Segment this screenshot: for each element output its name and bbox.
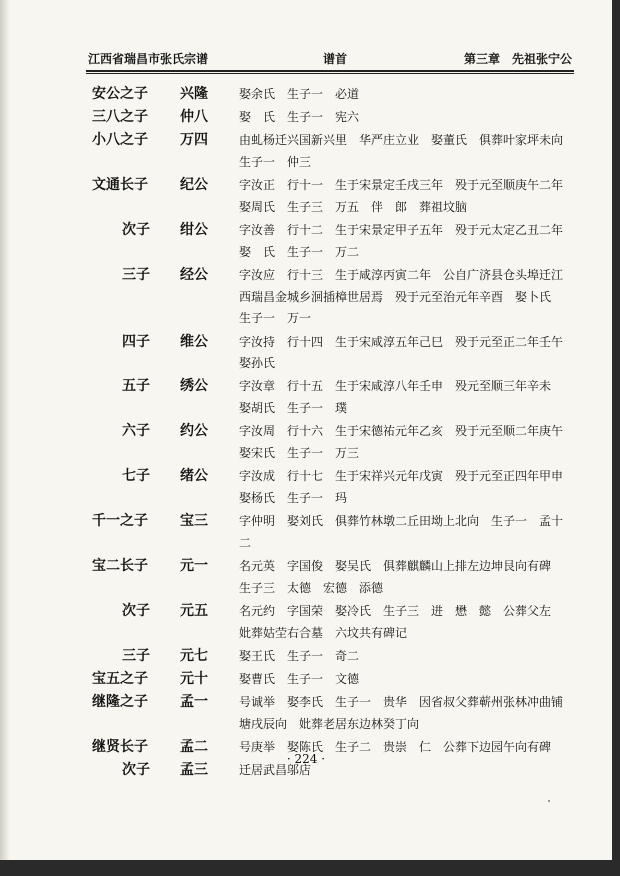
entry-relation: 六子 [122, 423, 150, 440]
entry-relation: 小八之子 [92, 132, 148, 149]
entry-relation: 文通长子 [92, 177, 148, 194]
entry-relation: 次子 [122, 761, 150, 778]
entry-relation: 三八之子 [92, 109, 148, 126]
entry-relation: 五子 [122, 378, 150, 395]
entry-line: 号庚举 娶陈氏 生子二 贵崇 仁 公葬下边园午向有碑 [239, 739, 552, 754]
entry-text [239, 220, 581, 264]
entry-row [0, 107, 612, 129]
entry-line: 二 [239, 535, 252, 550]
entry-line: 娶宋氏 生子一 万三 [239, 446, 360, 461]
entry-text [239, 556, 581, 600]
entry-name: 元五 [180, 602, 208, 619]
entry-line: 字汝善 行十二 生于宋景定甲子五年 殁于元太定乙丑二年 [239, 222, 564, 237]
entry-line: 娶王氏 生子一 奇二 [239, 648, 360, 663]
entry-relation: 次子 [122, 221, 150, 238]
entry-text [239, 130, 581, 174]
entry-line: 娶杨氏 生子一 玛 [239, 491, 348, 506]
entry-text [239, 692, 581, 736]
entry-row [0, 175, 612, 219]
entry-text [239, 601, 581, 645]
entry-row [0, 332, 612, 376]
entry-line: 字汝章 行十五 生于宋咸淳八年壬申 殁元至顺三年辛未 [239, 379, 552, 394]
entry-relation: 安公之子 [92, 86, 148, 102]
entry-row [0, 646, 612, 668]
header-rule-thick [86, 70, 574, 72]
entry-relation: 次子 [122, 602, 150, 619]
entry-name: 万四 [180, 132, 208, 149]
entry-line: 娶周氏 生子三 万五 伴 郎 葬祖坟脑 [239, 199, 468, 214]
header-book-title: 江西省瑞昌市张氏宗谱 [88, 52, 209, 66]
entry-name: 孟三 [180, 761, 208, 778]
entry-relation: 继隆之子 [92, 693, 148, 710]
speck [548, 800, 550, 802]
entry-relation: 宝五之子 [92, 670, 148, 687]
entry-name: 约公 [180, 423, 208, 440]
entry-line: 生子一 万一 [239, 311, 312, 326]
entry-line: 迁居武昌邬店 [239, 762, 312, 777]
entry-row [0, 84, 612, 106]
entry-text [239, 265, 581, 330]
entry-relation: 三子 [122, 647, 150, 664]
entry-relation: 宝二长子 [92, 558, 148, 574]
entry-line: 娶胡氏 生子一 璞 [239, 401, 348, 416]
entry-text [239, 511, 581, 555]
entry-name: 宝三 [180, 513, 208, 530]
header-chapter: 第三章 先祖张宁公 [463, 52, 572, 66]
entry-text [239, 175, 581, 219]
entry-name: 孟一 [180, 693, 208, 710]
entry-name: 兴隆 [180, 86, 208, 102]
entry-text [239, 646, 581, 668]
entry-line: 生子一 仲三 [239, 154, 312, 169]
entry-line: 娶曹氏 生子一 文德 [239, 671, 360, 686]
entry-row [0, 601, 612, 645]
entry-text [239, 376, 581, 420]
entry-row [0, 130, 612, 174]
entry-name: 元一 [180, 558, 208, 574]
entry-line: 塘戌辰向 妣葬老居东边林癸丁向 [239, 716, 420, 731]
header-section: 谱首 [323, 52, 348, 66]
entry-line: 字汝成 行十七 生于宋祥兴元年戊寅 殁于元至正四年甲申 [239, 469, 564, 484]
entry-row [0, 376, 612, 420]
entry-name: 纪公 [180, 177, 208, 194]
entry-line: 字汝应 行十三 生于咸淳丙寅二年 公自广济县仓头埠迁江 [239, 267, 564, 282]
entry-name: 绀公 [180, 221, 208, 238]
entry-row [0, 265, 612, 330]
entry-row [0, 511, 612, 555]
entry-name: 绣公 [180, 378, 208, 395]
entry-line: 西瑞昌金城乡洄插樟世居焉 殁于元至治元年辛酉 娶卜氏 [239, 289, 552, 304]
entry-relation: 千一之子 [92, 513, 148, 530]
entry-line: 娶 氏 生子一 万二 [239, 244, 360, 259]
entry-row [0, 421, 612, 465]
entry-line: 字汝正 行十一 生于宋景定壬戌三年 殁于元至顺庚午二年 [239, 178, 564, 193]
entry-relation: 七子 [122, 468, 150, 485]
entry-line: 号诚举 娶李氏 生子一 贵华 因省叔父葬蕲州张林冲曲铺 [239, 694, 564, 709]
entry-name: 孟二 [180, 738, 208, 755]
entry-line: 娶孙氏 [239, 356, 276, 371]
entry-relation: 四子 [122, 333, 150, 350]
entry-relation: 继贤长子 [92, 738, 148, 755]
entry-text [239, 107, 581, 129]
genealogy-entries [0, 84, 612, 783]
entry-relation: 三子 [122, 266, 150, 283]
entry-text [239, 421, 581, 465]
entry-row [0, 220, 612, 264]
entry-line: 名元约 字国荣 娶冷氏 生子三 进 懋 懿 公葬父左 [239, 603, 552, 618]
entry-text [239, 332, 581, 376]
entry-row [0, 556, 612, 600]
page-number: · 224 · [286, 752, 326, 766]
entry-line: 字汝周 行十六 生于宋德祐元年乙亥 殁于元至顺二年庚午 [239, 424, 564, 439]
entry-line: 名元英 字国俊 娶吴氏 俱葬麒麟山上排左边坤艮向有碑 [239, 559, 552, 573]
running-header [88, 50, 572, 72]
entry-name: 元七 [180, 647, 208, 664]
entry-name: 维公 [180, 333, 208, 350]
entry-name: 经公 [180, 266, 208, 283]
entry-name: 仲八 [180, 109, 208, 126]
entry-line: 娶 氏 生子一 宪六 [239, 110, 360, 125]
entry-text [239, 466, 581, 510]
entry-line: 娶余氏 生子一 必道 [239, 87, 360, 101]
entry-line: 妣葬姑茔右合墓 六坟共有碑记 [239, 625, 408, 640]
entry-row [0, 669, 612, 691]
entry-line: 字汝持 行十四 生于宋咸淳五年己巳 殁于元至正二年壬午 [239, 334, 564, 349]
entry-name: 元十 [180, 670, 208, 687]
entry-line: 字仲明 娶刘氏 俱葬竹林墩二丘田坳上北向 生子一 孟十 [239, 514, 564, 529]
entry-text [239, 669, 581, 691]
header-rule-thin [86, 73, 574, 74]
entry-text [239, 84, 581, 106]
entry-line: 由虬杨迁兴国新兴里 华严庄立业 娶董氏 俱葬叶家坪未向 [239, 133, 564, 148]
entry-row [0, 692, 612, 736]
entry-line: 生子三 太德 宏德 添德 [239, 580, 384, 595]
entry-name: 绪公 [180, 468, 208, 485]
entry-row [0, 466, 612, 510]
